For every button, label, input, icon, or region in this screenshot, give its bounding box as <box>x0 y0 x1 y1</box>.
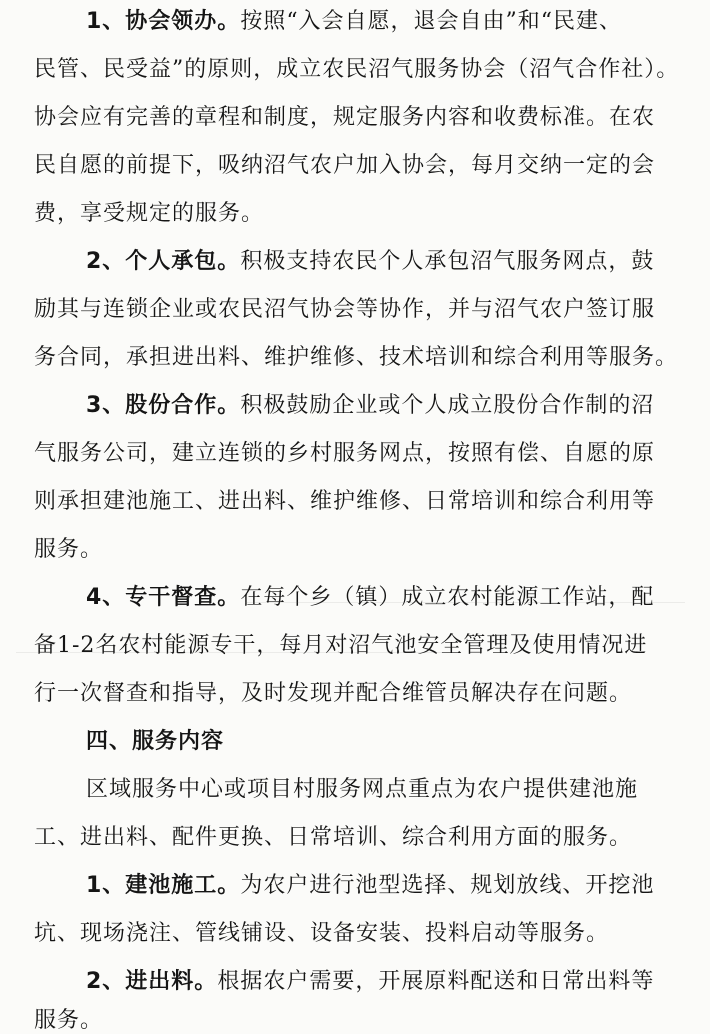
heading-prefix: 4、专干督查。 <box>86 585 241 610</box>
heading-prefix: 3、股份合作。 <box>86 393 241 418</box>
paragraph-line <box>34 529 710 571</box>
paragraph-line <box>34 625 710 667</box>
section-heading-text: 四、服务内容 <box>86 729 225 754</box>
line-text: 在每个乡（镇）成立农村能源工作站，配 <box>240 585 655 610</box>
paragraph-line <box>86 241 710 283</box>
paragraph-line <box>34 1009 710 1033</box>
line-text: 按照“入会自愿，退会自由”和“民建、 <box>240 9 623 34</box>
paragraph-line <box>34 913 710 955</box>
scan-artifact-line <box>245 602 685 603</box>
paragraph-line <box>86 1 710 43</box>
heading-prefix: 1、协会领办。 <box>86 9 241 34</box>
line-text: 坑、现场浇注、管线铺设、设备安装、投料启动等服务。 <box>34 921 610 946</box>
line-text: 协会应有完善的章程和制度，规定服务内容和收费标准。在农 <box>34 105 656 130</box>
line-text: 励其与连锁企业或农民沼气协会等协作，并与沼气农户签订服 <box>34 297 656 322</box>
paragraph-line <box>86 769 710 811</box>
line-text: 行一次督查和指导，及时发现并配合维管员解决存在问题。 <box>34 681 633 706</box>
paragraph-line <box>34 193 710 235</box>
paragraph-line <box>34 673 710 715</box>
line-text: 工、进出料、配件更换、日常培训、综合利用方面的服务。 <box>34 825 633 850</box>
paragraph-line <box>86 961 710 1003</box>
line-text: 区域服务中心或项目村服务网点重点为农户提供建池施 <box>86 777 639 802</box>
paragraph-line <box>34 145 710 187</box>
paragraph-line <box>34 433 710 475</box>
line-text: 务合同，承担进出料、维护维修、技术培训和综合利用等服务。 <box>34 345 679 370</box>
heading-prefix: 2、个人承包。 <box>86 249 241 274</box>
paragraph-line <box>34 289 710 331</box>
line-text: 气服务公司，建立连锁的乡村服务网点，按照有偿、自愿的原 <box>34 441 656 466</box>
line-text: 民自愿的前提下，吸纳沼气农户加入协会，每月交纳一定的会 <box>34 153 656 178</box>
heading-prefix: 2、进出料。 <box>86 969 218 994</box>
line-text: 民管、民受益”的原则，成立农民沼气服务协会（沼气合作社）。 <box>34 57 680 82</box>
line-text: 服务。 <box>34 537 104 562</box>
line-text: 积极鼓励企业或个人成立股份合作制的沼 <box>240 393 655 418</box>
line-text: 根据农户需要，开展原料配送和日常出料等 <box>217 969 655 994</box>
line-text: 积极支持农民个人承包沼气服务网点，鼓 <box>240 249 655 274</box>
line-text: 服务。 <box>34 1008 104 1033</box>
paragraph-line <box>34 337 710 379</box>
section-heading <box>86 721 710 763</box>
paragraph-line <box>86 385 710 427</box>
paragraph-line <box>34 97 710 139</box>
line-text: 则承担建池施工、进出料、维护维修、日常培训和综合利用等 <box>34 489 656 514</box>
scan-artifact-line <box>16 652 446 653</box>
line-text: 为农户进行池型选择、规划放线、开挖池 <box>240 873 655 898</box>
paragraph-line <box>34 49 710 91</box>
heading-prefix: 1、建池施工。 <box>86 873 241 898</box>
paragraph-line <box>34 817 710 859</box>
line-text: 备1-2名农村能源专干，每月对沼气池安全管理及使用情况进 <box>34 633 648 658</box>
paragraph-line <box>34 481 710 523</box>
paragraph-line <box>86 577 710 619</box>
line-text: 费，享受规定的服务。 <box>34 201 265 226</box>
paragraph-line <box>86 865 710 907</box>
